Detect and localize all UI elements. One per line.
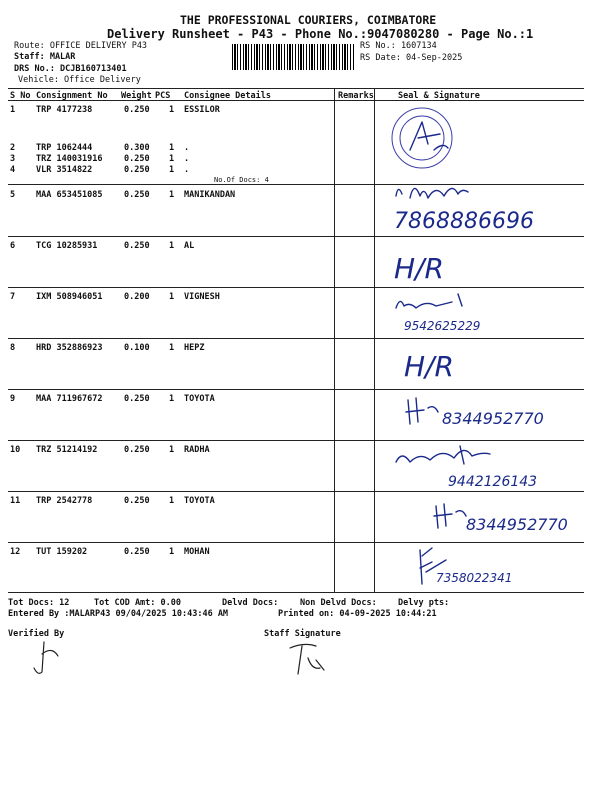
row-6-sno: 6 — [10, 241, 16, 251]
row-3-pcs: 1 — [169, 154, 175, 164]
company-seal-stamp — [388, 104, 464, 180]
table-top-rule — [8, 88, 584, 89]
row-3-sno: 3 — [10, 154, 16, 164]
row-8-signature — [402, 344, 482, 384]
row-rule — [8, 338, 584, 339]
runsheet-subtitle: Delivery Runsheet - P43 - Phone No.:9047080280 - Page No.:1 — [107, 27, 534, 41]
row-6-consignee: AL — [184, 241, 195, 251]
row-12-phone-handwriting: 7358022341 — [436, 571, 513, 585]
row-2-weight: 0.300 — [124, 143, 150, 153]
row-5-pcs: 1 — [169, 190, 175, 200]
row-10-sno: 10 — [10, 445, 21, 455]
col-consignee: Consignee Details — [184, 91, 271, 101]
delivered-docs: Delvd Docs: — [222, 598, 279, 608]
row-4-pcs: 1 — [169, 165, 175, 175]
col-remarks: Remarks — [338, 91, 374, 101]
row-12-signature — [416, 544, 546, 590]
row-8-sno: 8 — [10, 343, 16, 353]
row-1-weight: 0.250 — [124, 105, 150, 115]
row-3-consignment: TRZ 140031916 — [36, 154, 103, 164]
total-docs: Tot Docs: 12 — [8, 598, 70, 608]
row-12-pcs: 1 — [169, 547, 175, 557]
row-12-weight: 0.250 — [124, 547, 150, 557]
row-9-weight: 0.250 — [124, 394, 150, 404]
row-5-consignment: MAA 653451085 — [36, 190, 103, 200]
row-5-phone-handwriting: 7868886696 — [394, 209, 534, 234]
row-10-weight: 0.250 — [124, 445, 150, 455]
row-rule — [8, 542, 584, 543]
row-9-pcs: 1 — [169, 394, 175, 404]
row-5-signature — [392, 178, 552, 234]
row-6-signature — [392, 246, 482, 286]
row-11-consignment: TRP 2542778 — [36, 496, 93, 506]
row-11-sno: 11 — [10, 496, 21, 506]
row-1-consignee: ESSILOR — [184, 105, 220, 115]
row-11-weight: 0.250 — [124, 496, 150, 506]
row-7-consignment: IXM 508946051 — [36, 292, 103, 302]
row-6-consignment: TCG 10285931 — [36, 241, 98, 251]
row-4-consignment: VLR 3514822 — [36, 165, 93, 175]
rs-number: RS No.: 1607134 — [360, 41, 437, 51]
delivery-points: Delvy pts: — [398, 598, 450, 608]
row-2-consignment: TRP 1062444 — [36, 143, 93, 153]
row-7-sno: 7 — [10, 292, 16, 302]
row-8-pcs: 1 — [169, 343, 175, 353]
row-11-pcs: 1 — [169, 496, 175, 506]
row-6-weight: 0.250 — [124, 241, 150, 251]
row-10-signature — [390, 440, 580, 490]
verified-by-label: Verified By — [8, 629, 65, 639]
row-1-consignment: TRP 4177238 — [36, 105, 93, 115]
row-11-consignee: TOYOTA — [184, 496, 215, 506]
row-2-pcs: 1 — [169, 143, 175, 153]
row-5-consignee: MANIKANDAN — [184, 190, 236, 200]
row-5-sno: 5 — [10, 190, 16, 200]
row-2-consignee: . — [184, 143, 190, 153]
group-doc-count: No.Of Docs: 4 — [214, 176, 269, 184]
row-10-consignee: RADHA — [184, 445, 210, 455]
row-6-hr-handwriting: H/R — [394, 252, 444, 285]
row-10-phone-handwriting: 9442126143 — [448, 474, 538, 490]
staff-signature — [286, 640, 336, 680]
staff-signature-label: Staff Signature — [264, 629, 341, 639]
row-8-weight: 0.100 — [124, 343, 150, 353]
row-8-consignment: HRD 352886923 — [36, 343, 103, 353]
row-2-sno: 2 — [10, 143, 16, 153]
table-bottom-rule — [8, 592, 584, 593]
col-weight: Weight — [121, 91, 152, 101]
col-pcs: PCS — [155, 91, 171, 101]
row-9-consignee: TOYOTA — [184, 394, 215, 404]
row-rule — [8, 236, 584, 237]
row-12-consignee: MOHAN — [184, 547, 210, 557]
row-7-phone-handwriting: 9542625229 — [404, 319, 481, 333]
company-title: THE PROFESSIONAL COURIERS, COIMBATORE — [180, 13, 437, 27]
row-9-signature — [402, 390, 592, 434]
verifier-signature — [30, 638, 70, 678]
drs-number: DRS No.: DCJB160713401 — [14, 64, 127, 74]
row-9-consignment: MAA 711967672 — [36, 394, 103, 404]
row-12-consignment: TUT 159202 — [36, 547, 88, 557]
row-9-phone-handwriting: 8344952770 — [442, 409, 544, 428]
row-7-signature — [392, 292, 522, 336]
row-10-consignment: TRZ 51214192 — [36, 445, 98, 455]
route-label: Route: OFFICE DELIVERY P43 — [14, 41, 148, 51]
row-7-pcs: 1 — [169, 292, 175, 302]
row-11-signature — [430, 496, 580, 540]
col-sno: S No — [10, 91, 31, 101]
printed-on: Printed on: 04-09-2025 10:44:21 — [278, 609, 437, 619]
staff-label: Staff: MALAR — [14, 52, 76, 62]
row-6-pcs: 1 — [169, 241, 175, 251]
row-8-consignee: HEPZ — [184, 343, 205, 353]
row-3-weight: 0.250 — [124, 154, 150, 164]
row-4-consignee: . — [184, 165, 190, 175]
row-9-sno: 9 — [10, 394, 16, 404]
row-4-sno: 4 — [10, 165, 16, 175]
non-delivered-docs: Non Delvd Docs: — [300, 598, 377, 608]
remarks-divider-right — [374, 88, 375, 592]
row-5-weight: 0.250 — [124, 190, 150, 200]
barcode — [232, 44, 354, 70]
row-11-phone-handwriting: 8344952770 — [466, 515, 568, 534]
row-7-weight: 0.200 — [124, 292, 150, 302]
rs-date: RS Date: 04-Sep-2025 — [360, 53, 463, 63]
row-12-sno: 12 — [10, 547, 21, 557]
row-8-hr-handwriting: H/R — [404, 350, 454, 383]
col-consignment: Consignment No — [36, 91, 108, 101]
remarks-divider-left — [334, 88, 335, 592]
row-rule — [8, 491, 584, 492]
row-1-pcs: 1 — [169, 105, 175, 115]
row-7-consignee: VIGNESH — [184, 292, 220, 302]
vehicle-label: Vehicle: Office Delivery — [18, 75, 141, 85]
row-4-weight: 0.250 — [124, 165, 150, 175]
row-1-sno: 1 — [10, 105, 16, 115]
entered-by: Entered By :MALARP43 09/04/2025 10:43:46 AM — [8, 609, 229, 619]
row-3-consignee: . — [184, 154, 190, 164]
row-10-pcs: 1 — [169, 445, 175, 455]
total-cod-amount: Tot COD Amt: 0.00 — [94, 598, 181, 608]
row-rule — [8, 287, 584, 288]
col-seal-signature: Seal & Signature — [398, 91, 480, 101]
